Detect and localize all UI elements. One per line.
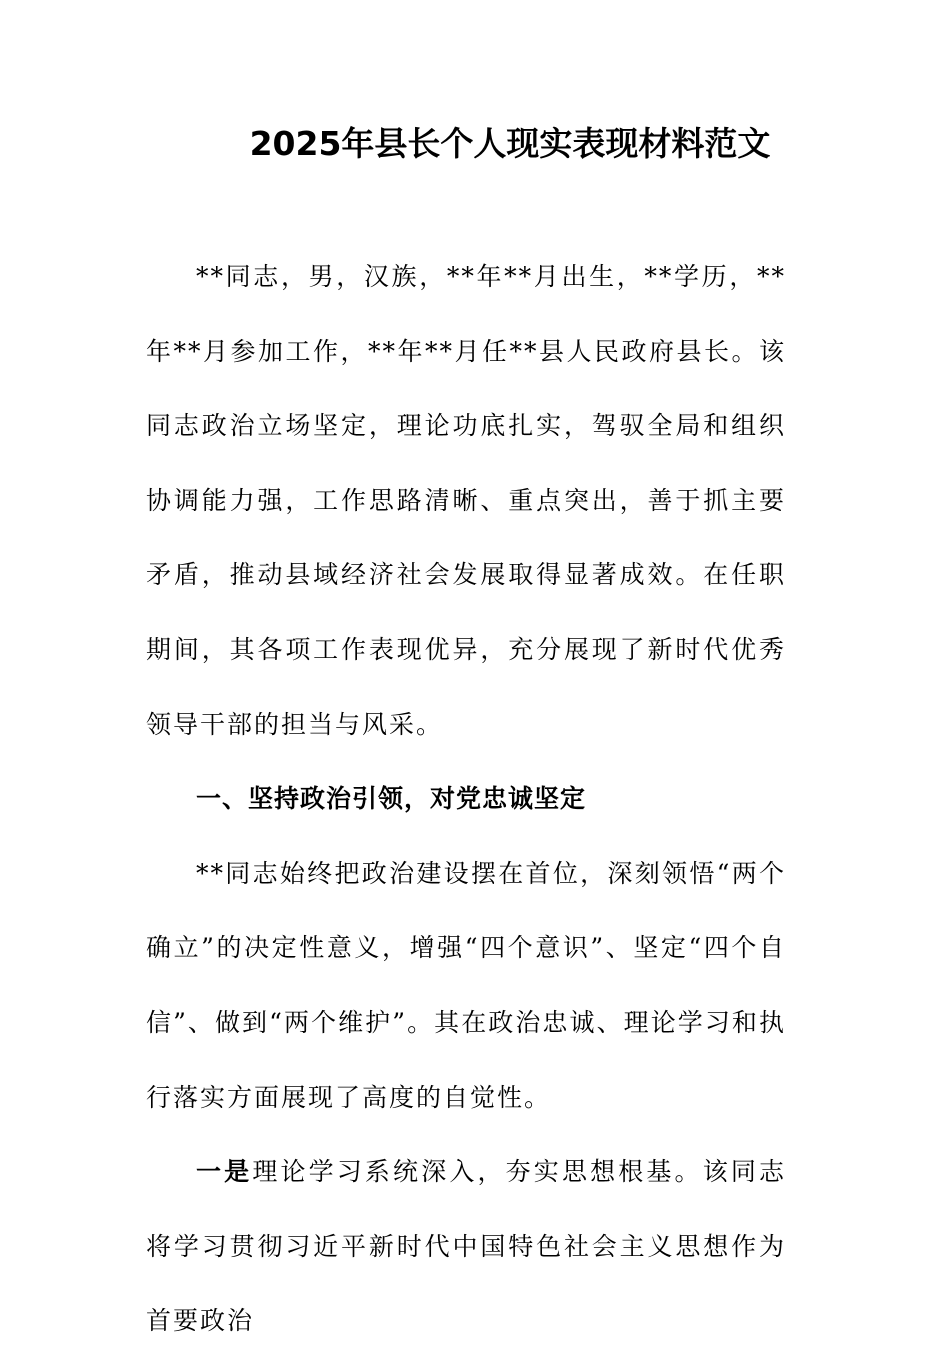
point-paragraph (146, 1135, 786, 1359)
intro-paragraph: **同志，男，汉族，**年**月出生，**学历，**年**月参加工作，**年**月任**县人民政府县长。该同志政治立场坚定，理论功底扎实，驾驭全局和组织协调能力强，工作思路清晰、重点突出，善于抓主要矛盾，推动县域经济社会发展取得显著成效。在任职期间，其各项工作表现优异，充分展现了新时代优秀领导干部的担当与风采。 (146, 262, 786, 739)
point-lead: 一是 (196, 1157, 253, 1187)
document-body (146, 240, 786, 1359)
section-paragraph: **同志始终把政治建设摆在首位，深刻领悟“两个确立”的决定性意义，增强“四个意识”、坚定“四个自信”、做到“两个维护”。其在政治忠诚、理论学习和执行落实方面展现了高度的自觉性。 (146, 858, 786, 1112)
document-title: 2025年县长个人现实表现材料范文 (249, 124, 771, 163)
point-text: 理论学习系统深入，夯实思想根基。该同志将学习贯彻习近平新时代中国特色社会主义思想作为首要政治 (146, 1157, 786, 1336)
section-heading: 一、坚持政治引领，对党忠诚坚定 (196, 784, 587, 814)
